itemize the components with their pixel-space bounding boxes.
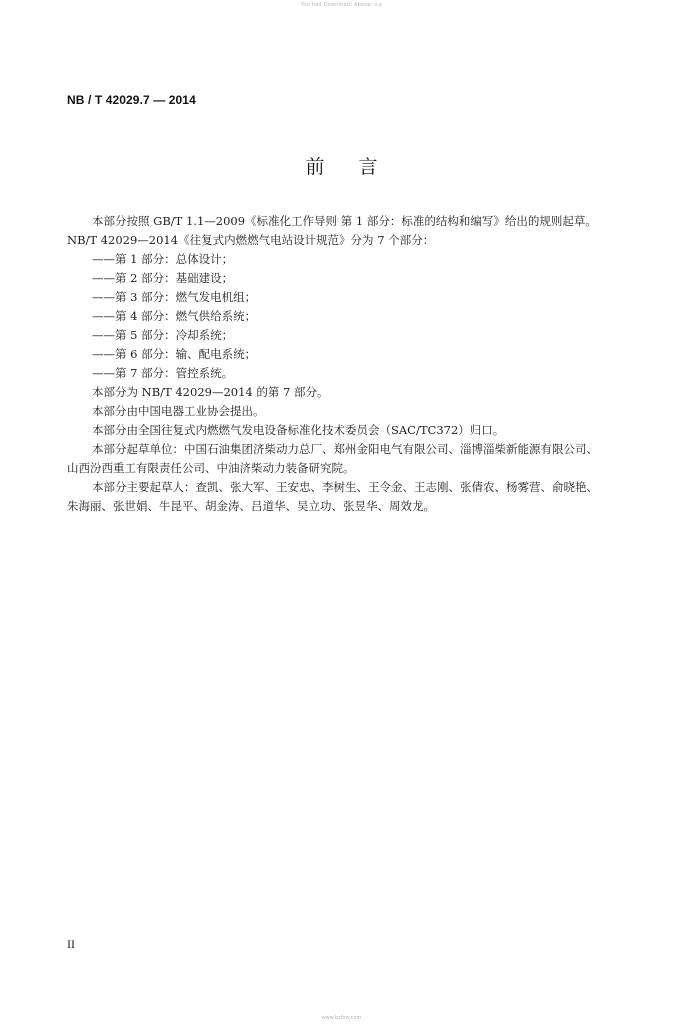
page-number: II	[67, 937, 75, 951]
parts-intro-paragraph: NB/T 42029—2014《往复式内燃燃气电站设计规范》分为 7 个部分：	[67, 233, 435, 247]
document-code: NB / T 42029.7 — 2014	[67, 93, 196, 107]
proposer-paragraph: 本部分由中国电器工业协会提出。	[92, 404, 265, 418]
part-list-item: ——第 2 部分：基础建设；	[92, 271, 234, 285]
part-number-paragraph: 本部分为 NB/T 42029—2014 的第 7 部分。	[92, 385, 329, 399]
part-list-item: ——第 3 部分：燃气发电机组；	[92, 290, 257, 304]
drafters-line-2: 朱海丽、张世娟、牛昆平、胡金涛、吕道华、吴立功、张昱华、周效龙。	[67, 499, 435, 513]
drafting-units-line-1: 本部分起草单位：中国石油集团济柴动力总厂、郑州金阳电气有限公司、淄博淄柴新能源有限公司、	[92, 442, 598, 456]
download-watermark: You had Download! Above: v.e	[300, 2, 383, 8]
drafters-line-1: 本部分主要起草人：查凯、张大军、王安忠、李树生、王令金、王志刚、张倩农、杨雾营、俞晓艳、	[92, 480, 598, 494]
part-list-item: ——第 4 部分：燃气供给系统；	[92, 309, 257, 323]
title-char-right: 言	[358, 156, 378, 178]
part-list-item: ——第 6 部分：输、配电系统；	[92, 347, 257, 361]
committee-paragraph: 本部分由全国往复式内燃燃气发电设备标准化技术委员会（SAC/TC372）归口。	[92, 423, 505, 437]
page-title	[0, 152, 683, 179]
drafting-rules-paragraph: 本部分按照 GB/T 1.1—2009《标准化工作导则 第 1 部分：标准的结构和编写》给出的规则起草。	[92, 214, 597, 228]
foreword-body	[67, 212, 663, 516]
drafting-units-line-2: 山西汾西重工有限责任公司、中油济柴动力装备研究院。	[67, 461, 355, 475]
part-list-item: ——第 7 部分：管控系统。	[92, 366, 234, 380]
site-watermark: www.bzfxw.com	[321, 1015, 362, 1021]
part-list-item: ——第 5 部分：冷却系统；	[92, 328, 234, 342]
title-char-left: 前	[305, 156, 325, 178]
part-list-item: ——第 1 部分：总体设计；	[92, 252, 234, 266]
